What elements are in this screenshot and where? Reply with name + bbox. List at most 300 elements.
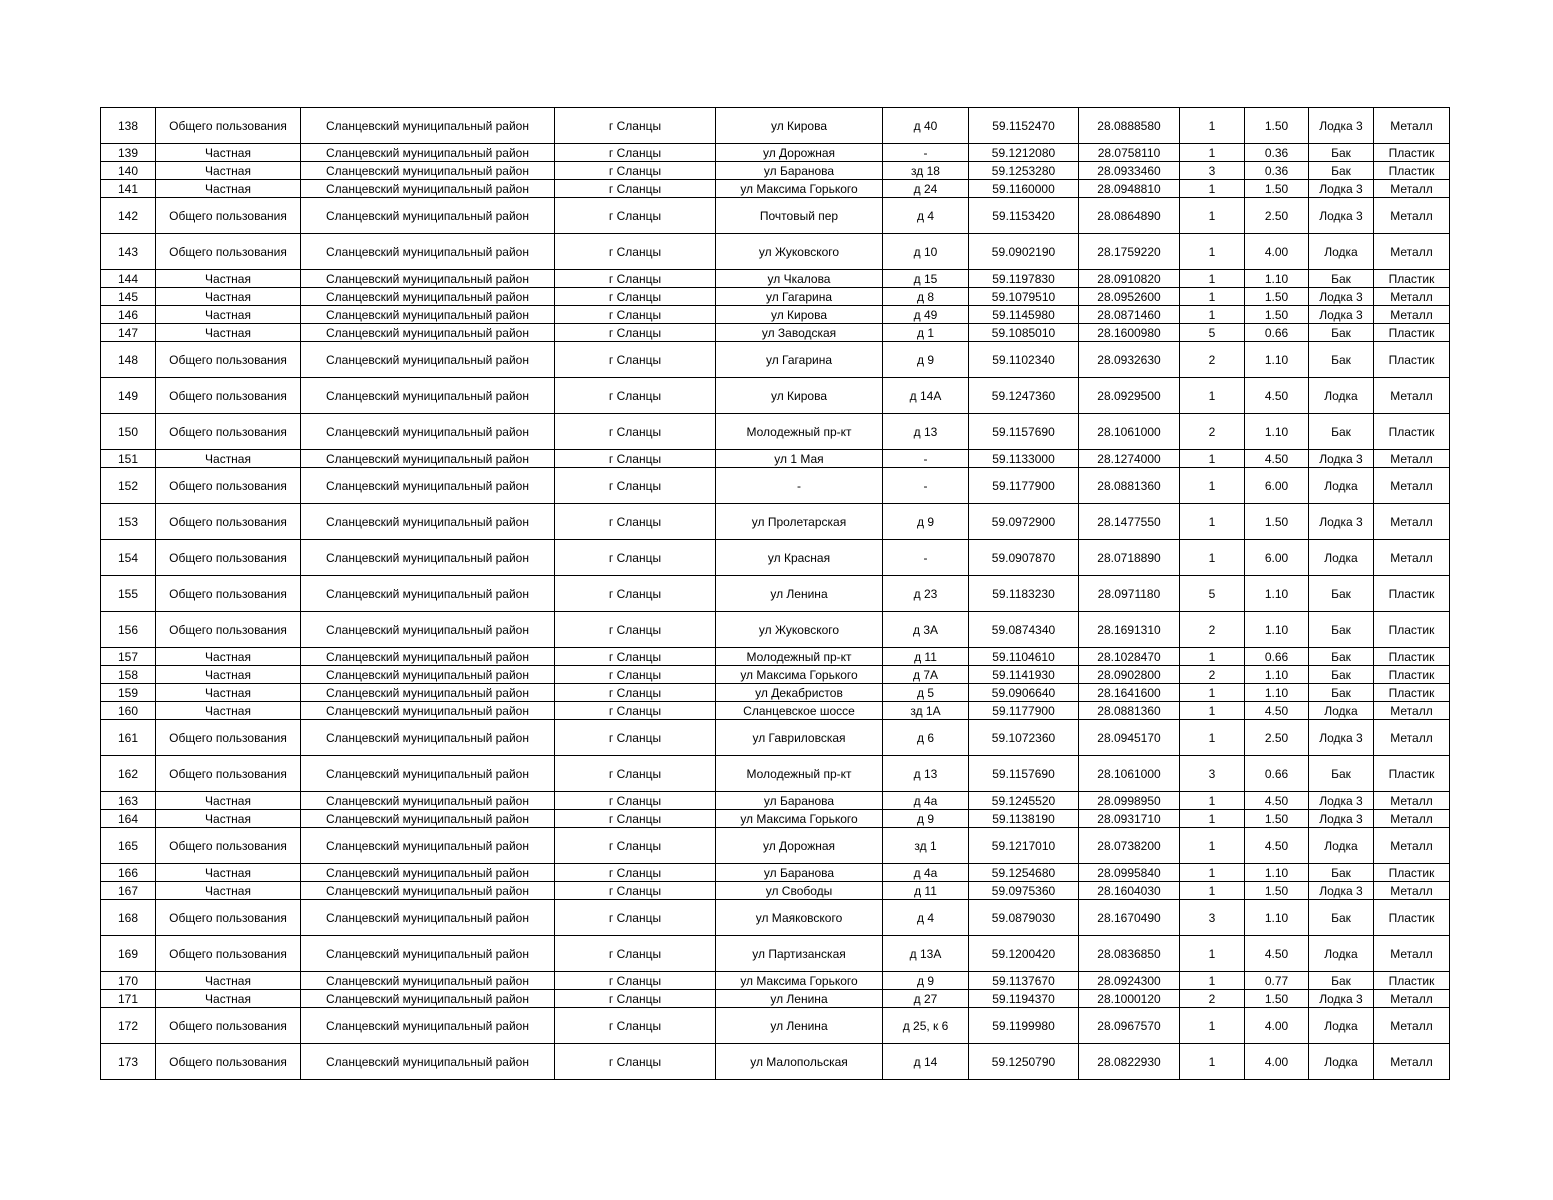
table-row [101, 270, 1450, 288]
cell-settlement: г Сланцы [555, 324, 716, 342]
cell-settlement: г Сланцы [555, 540, 716, 576]
cell-municipal-district: Сланцевский муниципальный район [301, 666, 555, 684]
table-row [101, 990, 1450, 1008]
cell-municipal-district: Сланцевский муниципальный район [301, 882, 555, 900]
cell-house: д 6 [883, 720, 969, 756]
cell-longitude: 28.0718890 [1079, 540, 1180, 576]
cell-settlement: г Сланцы [555, 1044, 716, 1080]
cell-volume: 6.00 [1245, 468, 1309, 504]
cell-municipal-district: Сланцевский муниципальный район [301, 180, 555, 198]
cell-container-count: 1 [1180, 810, 1245, 828]
cell-container-type: Бак [1309, 144, 1374, 162]
cell-longitude: 28.1061000 [1079, 414, 1180, 450]
cell-material: Пластик [1374, 972, 1450, 990]
cell-material: Пластик [1374, 648, 1450, 666]
cell-settlement: г Сланцы [555, 720, 716, 756]
cell-row-number: 138 [101, 108, 156, 144]
cell-latitude: 59.1152470 [969, 108, 1079, 144]
cell-container-count: 3 [1180, 162, 1245, 180]
cell-house: д 10 [883, 234, 969, 270]
cell-latitude: 59.1133000 [969, 450, 1079, 468]
cell-material: Металл [1374, 1008, 1450, 1044]
cell-container-count: 1 [1180, 936, 1245, 972]
cell-street: ул Декабристов [716, 684, 883, 702]
cell-municipal-district: Сланцевский муниципальный район [301, 198, 555, 234]
cell-volume: 0.36 [1245, 144, 1309, 162]
cell-container-type: Бак [1309, 864, 1374, 882]
cell-container-count: 1 [1180, 828, 1245, 864]
cell-container-count: 1 [1180, 720, 1245, 756]
cell-latitude: 59.1217010 [969, 828, 1079, 864]
cell-longitude: 28.0995840 [1079, 864, 1180, 882]
cell-latitude: 59.1253280 [969, 162, 1079, 180]
cell-settlement: г Сланцы [555, 108, 716, 144]
cell-ownership-type: Частная [156, 270, 301, 288]
cell-ownership-type: Общего пользования [156, 540, 301, 576]
cell-municipal-district: Сланцевский муниципальный район [301, 576, 555, 612]
cell-settlement: г Сланцы [555, 882, 716, 900]
cell-house: д 49 [883, 306, 969, 324]
cell-street: Молодежный пр-кт [716, 414, 883, 450]
cell-material: Металл [1374, 180, 1450, 198]
cell-street: ул Красная [716, 540, 883, 576]
cell-volume: 6.00 [1245, 540, 1309, 576]
cell-latitude: 59.1183230 [969, 576, 1079, 612]
cell-latitude: 59.1250790 [969, 1044, 1079, 1080]
table-row [101, 324, 1450, 342]
cell-ownership-type: Частная [156, 792, 301, 810]
cell-municipal-district: Сланцевский муниципальный район [301, 108, 555, 144]
cell-settlement: г Сланцы [555, 648, 716, 666]
cell-longitude: 28.0822930 [1079, 1044, 1180, 1080]
cell-settlement: г Сланцы [555, 702, 716, 720]
cell-container-type: Бак [1309, 324, 1374, 342]
cell-longitude: 28.0967570 [1079, 1008, 1180, 1044]
cell-container-count: 1 [1180, 234, 1245, 270]
cell-container-count: 1 [1180, 378, 1245, 414]
cell-row-number: 155 [101, 576, 156, 612]
cell-street: ул Гавриловская [716, 720, 883, 756]
cell-volume: 1.10 [1245, 342, 1309, 378]
cell-latitude: 59.1254680 [969, 864, 1079, 882]
cell-street: ул Ленина [716, 576, 883, 612]
table-row [101, 234, 1450, 270]
cell-row-number: 164 [101, 810, 156, 828]
cell-longitude: 28.0924300 [1079, 972, 1180, 990]
cell-house: д 13А [883, 936, 969, 972]
cell-material: Металл [1374, 288, 1450, 306]
cell-house: д 23 [883, 576, 969, 612]
cell-ownership-type: Общего пользования [156, 234, 301, 270]
cell-street: ул Свободы [716, 882, 883, 900]
cell-row-number: 141 [101, 180, 156, 198]
cell-street: ул Дорожная [716, 144, 883, 162]
cell-container-count: 1 [1180, 450, 1245, 468]
cell-material: Пластик [1374, 270, 1450, 288]
cell-street: ул Баранова [716, 792, 883, 810]
cell-municipal-district: Сланцевский муниципальный район [301, 828, 555, 864]
cell-volume: 4.50 [1245, 450, 1309, 468]
cell-municipal-district: Сланцевский муниципальный район [301, 144, 555, 162]
cell-longitude: 28.0864890 [1079, 198, 1180, 234]
cell-material: Пластик [1374, 162, 1450, 180]
cell-settlement: г Сланцы [555, 900, 716, 936]
cell-container-count: 3 [1180, 900, 1245, 936]
cell-container-type: Лодка 3 [1309, 792, 1374, 810]
cell-row-number: 160 [101, 702, 156, 720]
cell-ownership-type: Частная [156, 450, 301, 468]
cell-municipal-district: Сланцевский муниципальный район [301, 990, 555, 1008]
cell-settlement: г Сланцы [555, 828, 716, 864]
table-row [101, 792, 1450, 810]
table-row [101, 828, 1450, 864]
cell-container-type: Бак [1309, 648, 1374, 666]
cell-latitude: 59.1157690 [969, 414, 1079, 450]
cell-settlement: г Сланцы [555, 810, 716, 828]
cell-volume: 1.50 [1245, 108, 1309, 144]
cell-row-number: 147 [101, 324, 156, 342]
cell-municipal-district: Сланцевский муниципальный район [301, 648, 555, 666]
cell-latitude: 59.1194370 [969, 990, 1079, 1008]
cell-volume: 1.50 [1245, 810, 1309, 828]
table-row [101, 1044, 1450, 1080]
cell-longitude: 28.0929500 [1079, 378, 1180, 414]
cell-settlement: г Сланцы [555, 450, 716, 468]
cell-volume: 0.77 [1245, 972, 1309, 990]
cell-ownership-type: Общего пользования [156, 108, 301, 144]
cell-municipal-district: Сланцевский муниципальный район [301, 378, 555, 414]
cell-street: ул Максима Горького [716, 666, 883, 684]
cell-latitude: 59.1079510 [969, 288, 1079, 306]
table-row [101, 162, 1450, 180]
cell-longitude: 28.1691310 [1079, 612, 1180, 648]
cell-container-type: Лодка 3 [1309, 450, 1374, 468]
cell-row-number: 158 [101, 666, 156, 684]
cell-container-type: Лодка 3 [1309, 882, 1374, 900]
cell-ownership-type: Частная [156, 162, 301, 180]
cell-container-type: Лодка [1309, 936, 1374, 972]
cell-municipal-district: Сланцевский муниципальный район [301, 342, 555, 378]
cell-material: Металл [1374, 810, 1450, 828]
table-row [101, 882, 1450, 900]
cell-settlement: г Сланцы [555, 144, 716, 162]
cell-ownership-type: Частная [156, 882, 301, 900]
cell-house: д 14 [883, 1044, 969, 1080]
cell-latitude: 59.1072360 [969, 720, 1079, 756]
cell-ownership-type: Частная [156, 702, 301, 720]
cell-latitude: 59.1153420 [969, 198, 1079, 234]
cell-municipal-district: Сланцевский муниципальный район [301, 468, 555, 504]
cell-municipal-district: Сланцевский муниципальный район [301, 306, 555, 324]
cell-settlement: г Сланцы [555, 342, 716, 378]
cell-ownership-type: Частная [156, 684, 301, 702]
table-row [101, 810, 1450, 828]
cell-house: - [883, 450, 969, 468]
cell-house: д 4 [883, 198, 969, 234]
cell-municipal-district: Сланцевский муниципальный район [301, 1008, 555, 1044]
table-row [101, 972, 1450, 990]
cell-street: Сланцевское шоссе [716, 702, 883, 720]
cell-container-count: 1 [1180, 882, 1245, 900]
cell-street: ул Кирова [716, 306, 883, 324]
cell-latitude: 59.1177900 [969, 468, 1079, 504]
cell-street: ул Кирова [716, 108, 883, 144]
cell-longitude: 28.1600980 [1079, 324, 1180, 342]
cell-longitude: 28.0871460 [1079, 306, 1180, 324]
cell-settlement: г Сланцы [555, 198, 716, 234]
cell-row-number: 145 [101, 288, 156, 306]
cell-latitude: 59.0907870 [969, 540, 1079, 576]
cell-ownership-type: Частная [156, 990, 301, 1008]
cell-settlement: г Сланцы [555, 378, 716, 414]
cell-row-number: 139 [101, 144, 156, 162]
table-row [101, 180, 1450, 198]
cell-house: д 27 [883, 990, 969, 1008]
cell-settlement: г Сланцы [555, 972, 716, 990]
cell-container-type: Лодка [1309, 828, 1374, 864]
cell-container-type: Лодка [1309, 468, 1374, 504]
cell-municipal-district: Сланцевский муниципальный район [301, 288, 555, 306]
cell-ownership-type: Частная [156, 306, 301, 324]
cell-material: Металл [1374, 234, 1450, 270]
cell-volume: 1.50 [1245, 288, 1309, 306]
cell-settlement: г Сланцы [555, 504, 716, 540]
cell-longitude: 28.1274000 [1079, 450, 1180, 468]
cell-container-count: 1 [1180, 540, 1245, 576]
cell-longitude: 28.1000120 [1079, 990, 1180, 1008]
cell-house: д 4а [883, 864, 969, 882]
cell-ownership-type: Общего пользования [156, 936, 301, 972]
cell-house: - [883, 468, 969, 504]
cell-container-count: 1 [1180, 648, 1245, 666]
cell-container-type: Лодка 3 [1309, 288, 1374, 306]
cell-volume: 1.10 [1245, 612, 1309, 648]
cell-latitude: 59.0902190 [969, 234, 1079, 270]
cell-house: д 9 [883, 972, 969, 990]
cell-municipal-district: Сланцевский муниципальный район [301, 972, 555, 990]
document-page [100, 107, 1449, 1080]
cell-longitude: 28.1477550 [1079, 504, 1180, 540]
cell-longitude: 28.0931710 [1079, 810, 1180, 828]
cell-volume: 1.50 [1245, 990, 1309, 1008]
cell-material: Металл [1374, 450, 1450, 468]
cell-latitude: 59.1199980 [969, 1008, 1079, 1044]
cell-longitude: 28.0933460 [1079, 162, 1180, 180]
cell-house: д 7А [883, 666, 969, 684]
cell-house: д 4 [883, 900, 969, 936]
cell-material: Металл [1374, 882, 1450, 900]
cell-row-number: 172 [101, 1008, 156, 1044]
cell-longitude: 28.0998950 [1079, 792, 1180, 810]
cell-volume: 2.50 [1245, 720, 1309, 756]
cell-longitude: 28.1061000 [1079, 756, 1180, 792]
cell-container-type: Лодка 3 [1309, 180, 1374, 198]
cell-street: ул Чкалова [716, 270, 883, 288]
cell-longitude: 28.1670490 [1079, 900, 1180, 936]
cell-latitude: 59.1141930 [969, 666, 1079, 684]
cell-ownership-type: Общего пользования [156, 576, 301, 612]
cell-row-number: 144 [101, 270, 156, 288]
cell-row-number: 149 [101, 378, 156, 414]
cell-row-number: 159 [101, 684, 156, 702]
cell-ownership-type: Общего пользования [156, 342, 301, 378]
cell-material: Пластик [1374, 756, 1450, 792]
cell-street: ул Баранова [716, 864, 883, 882]
cell-container-count: 1 [1180, 504, 1245, 540]
cell-row-number: 170 [101, 972, 156, 990]
cell-house: зд 1 [883, 828, 969, 864]
cell-municipal-district: Сланцевский муниципальный район [301, 414, 555, 450]
cell-latitude: 59.0972900 [969, 504, 1079, 540]
cell-container-type: Лодка 3 [1309, 306, 1374, 324]
cell-ownership-type: Частная [156, 324, 301, 342]
cell-municipal-district: Сланцевский муниципальный район [301, 702, 555, 720]
cell-row-number: 156 [101, 612, 156, 648]
cell-row-number: 142 [101, 198, 156, 234]
cell-container-type: Лодка [1309, 1044, 1374, 1080]
cell-container-type: Бак [1309, 756, 1374, 792]
cell-container-count: 2 [1180, 990, 1245, 1008]
cell-house: д 11 [883, 648, 969, 666]
cell-longitude: 28.1641600 [1079, 684, 1180, 702]
cell-longitude: 28.0932630 [1079, 342, 1180, 378]
cell-longitude: 28.0758110 [1079, 144, 1180, 162]
cell-container-count: 1 [1180, 684, 1245, 702]
cell-municipal-district: Сланцевский муниципальный район [301, 450, 555, 468]
cell-row-number: 146 [101, 306, 156, 324]
cell-latitude: 59.1247360 [969, 378, 1079, 414]
cell-settlement: г Сланцы [555, 234, 716, 270]
cell-house: д 5 [883, 684, 969, 702]
cell-container-type: Лодка 3 [1309, 198, 1374, 234]
cell-latitude: 59.1160000 [969, 180, 1079, 198]
cell-container-type: Лодка 3 [1309, 990, 1374, 1008]
table-row [101, 288, 1450, 306]
cell-ownership-type: Частная [156, 666, 301, 684]
cell-house: д 13 [883, 756, 969, 792]
cell-container-count: 1 [1180, 972, 1245, 990]
cell-house: д 25, к 6 [883, 1008, 969, 1044]
cell-container-type: Бак [1309, 972, 1374, 990]
cell-container-type: Лодка [1309, 540, 1374, 576]
cell-ownership-type: Частная [156, 180, 301, 198]
cell-settlement: г Сланцы [555, 468, 716, 504]
cell-ownership-type: Общего пользования [156, 900, 301, 936]
cell-house: д 8 [883, 288, 969, 306]
cell-street: ул 1 Мая [716, 450, 883, 468]
cell-longitude: 28.1028470 [1079, 648, 1180, 666]
cell-street: ул Максима Горького [716, 180, 883, 198]
cell-row-number: 154 [101, 540, 156, 576]
cell-material: Пластик [1374, 612, 1450, 648]
cell-house: зд 1А [883, 702, 969, 720]
table-row [101, 684, 1450, 702]
cell-latitude: 59.1137670 [969, 972, 1079, 990]
cell-material: Металл [1374, 540, 1450, 576]
cell-material: Металл [1374, 378, 1450, 414]
cell-settlement: г Сланцы [555, 306, 716, 324]
cell-container-count: 2 [1180, 414, 1245, 450]
cell-container-type: Лодка 3 [1309, 108, 1374, 144]
cell-longitude: 28.0888580 [1079, 108, 1180, 144]
cell-container-type: Бак [1309, 576, 1374, 612]
cell-volume: 0.66 [1245, 324, 1309, 342]
cell-volume: 1.50 [1245, 504, 1309, 540]
cell-container-type: Бак [1309, 900, 1374, 936]
cell-house: д 3А [883, 612, 969, 648]
cell-volume: 1.10 [1245, 576, 1309, 612]
cell-material: Металл [1374, 504, 1450, 540]
cell-municipal-district: Сланцевский муниципальный район [301, 234, 555, 270]
cell-street: ул Баранова [716, 162, 883, 180]
cell-ownership-type: Частная [156, 288, 301, 306]
cell-street: Молодежный пр-кт [716, 756, 883, 792]
cell-latitude: 59.1157690 [969, 756, 1079, 792]
cell-volume: 4.00 [1245, 234, 1309, 270]
cell-longitude: 28.0836850 [1079, 936, 1180, 972]
cell-ownership-type: Общего пользования [156, 198, 301, 234]
cell-settlement: г Сланцы [555, 162, 716, 180]
cell-street: ул Максима Горького [716, 972, 883, 990]
cell-ownership-type: Частная [156, 144, 301, 162]
cell-volume: 1.50 [1245, 306, 1309, 324]
cell-ownership-type: Общего пользования [156, 612, 301, 648]
table-row [101, 540, 1450, 576]
cell-row-number: 140 [101, 162, 156, 180]
cell-settlement: г Сланцы [555, 864, 716, 882]
cell-container-type: Лодка 3 [1309, 504, 1374, 540]
cell-container-type: Бак [1309, 414, 1374, 450]
table-row [101, 702, 1450, 720]
cell-municipal-district: Сланцевский муниципальный район [301, 162, 555, 180]
cell-material: Металл [1374, 108, 1450, 144]
cell-row-number: 166 [101, 864, 156, 882]
table-row [101, 198, 1450, 234]
cell-street: Почтовый пер [716, 198, 883, 234]
cell-ownership-type: Общего пользования [156, 756, 301, 792]
cell-house: д 13 [883, 414, 969, 450]
cell-material: Металл [1374, 936, 1450, 972]
cell-container-count: 5 [1180, 324, 1245, 342]
container-sites-table [100, 107, 1450, 1080]
cell-municipal-district: Сланцевский муниципальный район [301, 720, 555, 756]
cell-latitude: 59.0906640 [969, 684, 1079, 702]
cell-latitude: 59.0874340 [969, 612, 1079, 648]
cell-material: Пластик [1374, 324, 1450, 342]
cell-ownership-type: Общего пользования [156, 720, 301, 756]
cell-settlement: г Сланцы [555, 1008, 716, 1044]
cell-settlement: г Сланцы [555, 792, 716, 810]
cell-container-type: Лодка [1309, 1008, 1374, 1044]
cell-street: - [716, 468, 883, 504]
cell-container-type: Бак [1309, 612, 1374, 648]
cell-house: д 15 [883, 270, 969, 288]
table-row [101, 720, 1450, 756]
cell-latitude: 59.1145980 [969, 306, 1079, 324]
table-row [101, 576, 1450, 612]
cell-settlement: г Сланцы [555, 414, 716, 450]
cell-settlement: г Сланцы [555, 666, 716, 684]
cell-row-number: 165 [101, 828, 156, 864]
cell-street: ул Заводская [716, 324, 883, 342]
cell-municipal-district: Сланцевский муниципальный район [301, 324, 555, 342]
cell-latitude: 59.1085010 [969, 324, 1079, 342]
cell-container-type: Лодка 3 [1309, 810, 1374, 828]
cell-material: Пластик [1374, 144, 1450, 162]
cell-container-count: 1 [1180, 180, 1245, 198]
cell-settlement: г Сланцы [555, 612, 716, 648]
cell-volume: 1.10 [1245, 666, 1309, 684]
